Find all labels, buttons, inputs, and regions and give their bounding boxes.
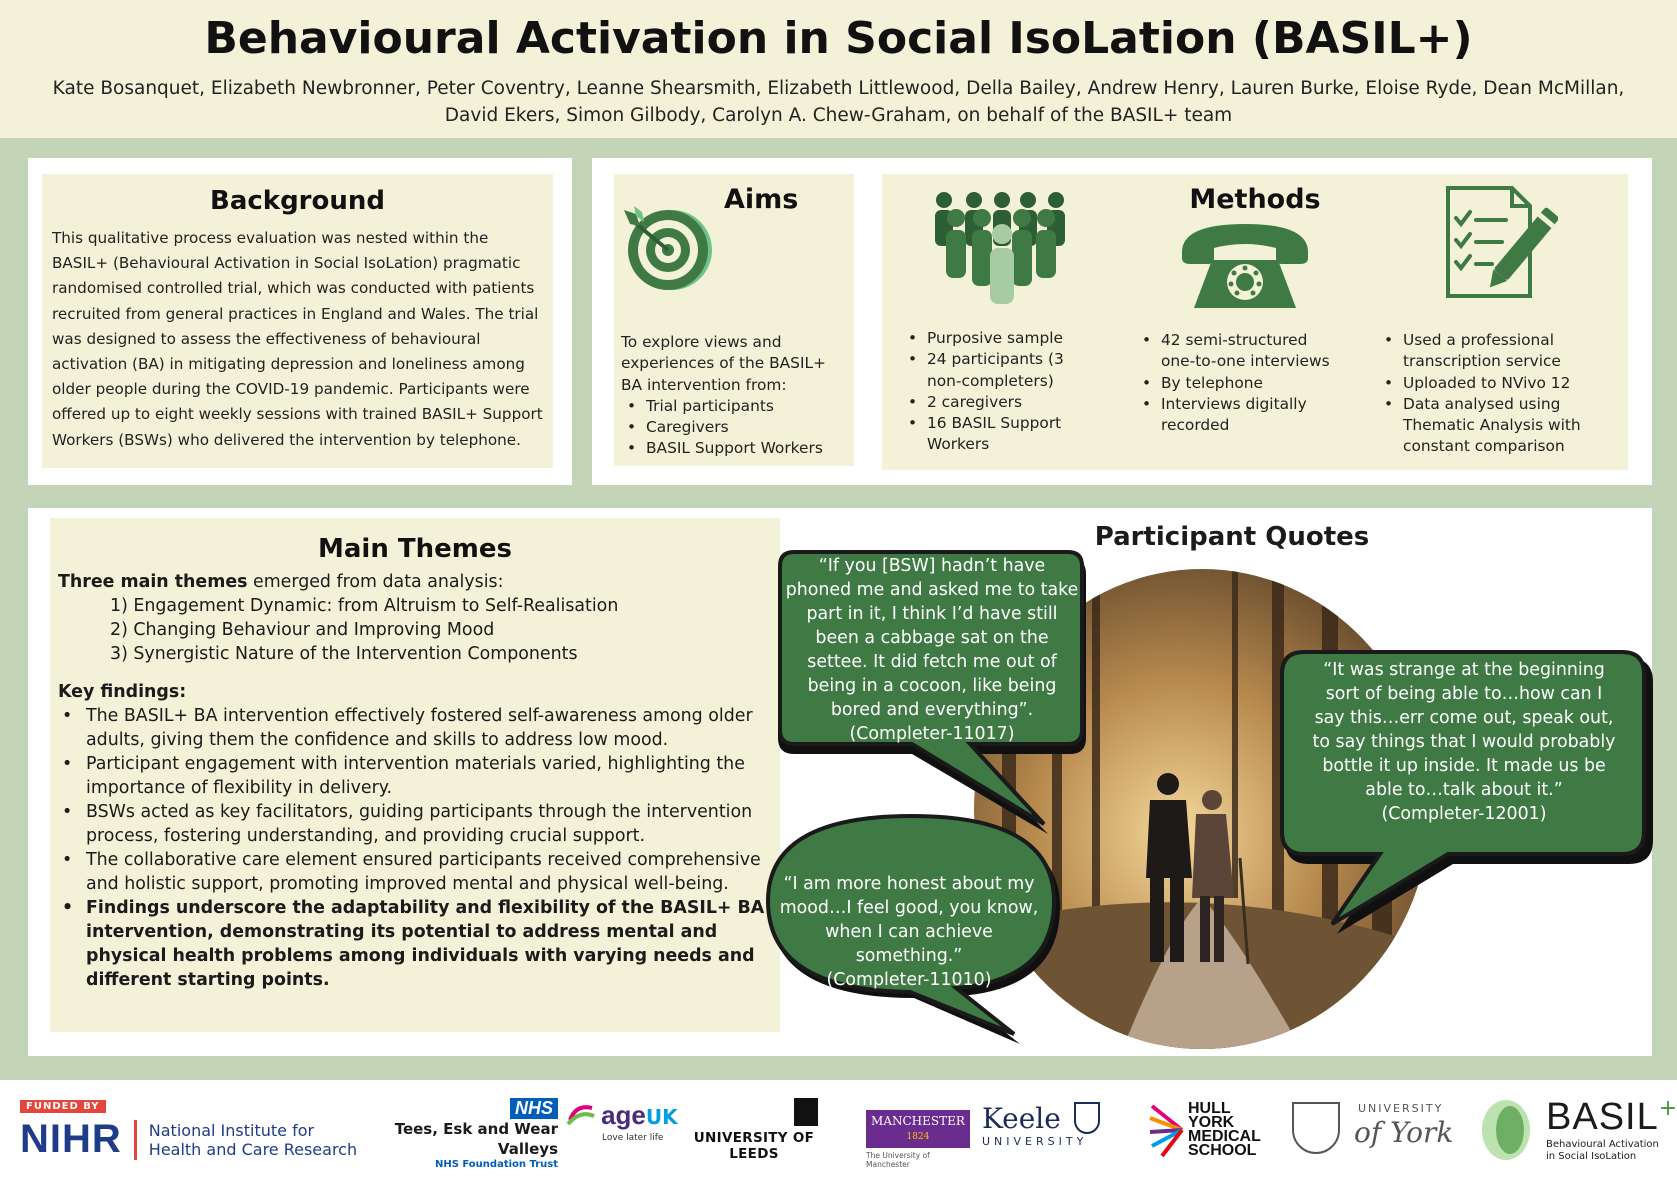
manchester-logo <box>866 1110 970 1169</box>
background-heading: Background <box>210 186 385 216</box>
basil-plus: + <box>1658 1096 1677 1121</box>
key-findings-list <box>50 704 780 992</box>
background-panel <box>28 158 572 485</box>
quote-bubble-2 <box>1312 658 1616 826</box>
methods-column-3 <box>1378 330 1614 458</box>
keele-wordmark: Keele <box>982 1102 1061 1135</box>
methods-heading: Methods <box>1189 184 1321 215</box>
quote-3-text: “I am more honest about my mood…I feel good, you know, when I can achieve something.” <box>779 874 1039 966</box>
background-text: This qualitative process evaluation was nested within the BASIL+ (Behavioural Activation in Social IsoLation) pragmatic randomised controlled trial, which was conducted with patients recruited from general practices in England and Wales. The trial was designed to assess the effectiveness of behavioural activation (BA) in mitigating depression and loneliness among older people during the COVID-19 pandemic. Participants were offered up to eight weekly sessions with trained BASIL+ Support Workers (BSWs) who delivered the intervention by telephone. <box>52 229 543 449</box>
finding-item: • Findings underscore the adaptability and flexibility of the BASIL+ BA intervention, demonstrating its potential to address mental and physical health problems among individuals with varying needs and different starting points. <box>56 896 776 992</box>
manchester-year: 1824 <box>906 1132 930 1142</box>
finding-item: • BSWs acted as key facilitators, guiding participants through the intervention process, fostering understanding, and providing crucial support. <box>56 800 776 848</box>
university-of-leeds-logo <box>676 1098 832 1162</box>
methods-item: • Interviews digitally recorded <box>1136 394 1346 437</box>
people-group-icon <box>932 190 1068 306</box>
quote-bubble-3 <box>776 872 1042 992</box>
methods-card <box>882 174 1628 470</box>
telephone-icon <box>1178 218 1312 314</box>
hyms-wordmark <box>1188 1102 1261 1158</box>
aims-item: • Trial participants <box>621 396 851 417</box>
methods-item: • 24 participants (3 non-completers) <box>902 349 1092 392</box>
keele-logo <box>982 1102 1102 1148</box>
quote-3-attribution: (Completer-11010) <box>826 970 992 990</box>
checklist-icon <box>1442 184 1558 300</box>
york-top: UNIVERSITY <box>1358 1102 1444 1115</box>
nihr-logo <box>20 1094 357 1162</box>
age-uk-wordmark: age <box>601 1100 646 1130</box>
methods-item: • Uploaded to NVivo 12 <box>1378 373 1614 394</box>
keele-subtitle: UNIVERSITY <box>982 1135 1088 1148</box>
aims-item: • Caregivers <box>621 417 851 438</box>
main-themes-card <box>50 518 780 1032</box>
university-of-york-logo <box>1292 1102 1452 1154</box>
york-crest-icon <box>1292 1102 1340 1154</box>
aims-item: • BASIL Support Workers <box>621 438 851 459</box>
age-uk-logo <box>566 1102 678 1143</box>
methods-column-2 <box>1136 330 1346 436</box>
finding-item: • The collaborative care element ensured participants received comprehensive and holistic support, promoting improved mental and physical well-being. <box>56 848 776 896</box>
tewv-subtitle: NHS Foundation Trust <box>434 1159 558 1170</box>
finding-item: • Participant engagement with intervention materials varied, highlighting the importance of flexibility in delivery. <box>56 752 776 800</box>
manchester-subtitle: The University of Manchester <box>866 1151 930 1169</box>
quote-bubble-1 <box>784 544 1080 746</box>
leeds-crest-icon <box>794 1098 818 1126</box>
key-findings-label: Key findings: <box>58 682 187 702</box>
methods-item: • By telephone <box>1136 373 1346 394</box>
methods-item: • Used a professional transcription service <box>1378 330 1614 373</box>
themes-list <box>50 594 780 666</box>
hyms-line: YORK <box>1188 1114 1235 1131</box>
themes-quotes-panel <box>28 508 1652 1056</box>
background-card <box>42 174 553 468</box>
finding-item: • The BASIL+ BA intervention effectively fostered self-awareness among older adults, giving them the confidence and skills to address low mood. <box>56 704 776 752</box>
manchester-badge <box>866 1110 970 1148</box>
methods-item: • Purposive sample <box>902 328 1092 349</box>
aims-heading: Aims <box>724 184 799 215</box>
leeds-name: UNIVERSITY OF LEEDS <box>693 1130 815 1162</box>
age-uk-tagline: Love later life <box>602 1133 664 1143</box>
hyms-line: MEDICAL <box>1188 1128 1261 1145</box>
quote-1-text: “If you [BSW] hadn’t have phoned me and asked me to take part in it, I think I’d have still been a cabbage sat on the settee. It did fetch me out of being in a cocoon, like being bored and everything”. <box>785 556 1079 720</box>
theme-item: 1) Engagement Dynamic: from Altruism to Self-Realisation <box>110 596 619 616</box>
keele-shield-icon <box>1074 1102 1100 1134</box>
methods-item: • Data analysed using Thematic Analysis with constant comparison <box>1378 394 1614 458</box>
methods-item: • 16 BASIL Support Workers <box>902 413 1092 456</box>
poster-title: Behavioural Activation in Social IsoLation (BASIL+) <box>204 13 1473 64</box>
tewv-name: Tees, Esk and Wear Valleys <box>394 1120 558 1158</box>
quote-2-text: “It was strange at the beginning sort of being able to…how can I say this…err come out, speak out, to say things that I would probably bottle it up inside. It made us be able to…talk about it.” <box>1312 660 1616 800</box>
quote-2-attribution: (Completer-12001) <box>1381 804 1547 824</box>
age-uk-swirl-icon <box>566 1102 596 1132</box>
york-wordmark: of York <box>1354 1116 1454 1149</box>
aims-methods-panel <box>592 158 1652 485</box>
basil-leaf-icon <box>1476 1096 1532 1162</box>
author-list <box>0 75 1677 129</box>
themes-intro-bold: Three main themes <box>58 572 248 592</box>
poster-header <box>0 0 1677 138</box>
methods-item: • 42 semi-structured one-to-one interviews <box>1136 330 1346 373</box>
themes-intro-rest: emerged from data analysis: <box>247 572 504 592</box>
methods-item: • 2 caregivers <box>902 392 1092 413</box>
nihr-wordmark: NIHR <box>20 1117 122 1161</box>
target-icon <box>620 198 720 298</box>
main-themes-heading: Main Themes <box>318 534 512 564</box>
themes-intro <box>50 564 780 594</box>
age-uk-uk: UK <box>645 1105 678 1129</box>
hyms-burst-icon <box>1148 1102 1186 1158</box>
funded-by-label: FUNDED BY <box>20 1100 106 1113</box>
quote-1-attribution: (Completer-11017) <box>849 724 1015 744</box>
nihr-name-line2: Health and Care Research <box>148 1139 358 1159</box>
authors-line-2: David Ekers, Simon Gilbody, Carolyn A. Chew-Graham, on behalf of the BASIL+ team <box>444 105 1233 126</box>
basil-wordmark-block <box>1546 1096 1677 1163</box>
hyms-line: SCHOOL <box>1188 1142 1257 1159</box>
basil-sub-line2: in Social IsoLation <box>1546 1151 1637 1162</box>
hull-york-medical-school-logo <box>1148 1102 1261 1158</box>
methods-column-1 <box>902 328 1092 456</box>
theme-item: 2) Changing Behaviour and Improving Mood <box>110 620 495 640</box>
participant-quotes-heading: Participant Quotes <box>1094 522 1370 552</box>
basil-sub-line1: Behavioural Activation <box>1546 1139 1659 1150</box>
basil-wordmark: BASIL <box>1546 1096 1659 1138</box>
basil-subtitle <box>1546 1139 1677 1163</box>
authors-line-1: Kate Bosanquet, Elizabeth Newbronner, Peter Coventry, Leanne Shearsmith, Elizabeth Littlewood, Della Bailey, Andrew Henry, Lauren Burke, Eloise Ryde, Dean McMillan, <box>52 78 1625 99</box>
aims-text <box>621 332 851 460</box>
nihr-fullname <box>149 1121 357 1159</box>
aims-card <box>614 174 854 466</box>
funder-logos-footer <box>0 1080 1677 1186</box>
nhs-badge: NHS <box>510 1098 558 1119</box>
aims-list <box>621 396 851 460</box>
hyms-line: HULL <box>1188 1100 1231 1117</box>
nihr-name-line1: National Institute for <box>148 1120 315 1140</box>
manchester-name: MANCHESTER <box>871 1114 965 1128</box>
theme-item: 3) Synergistic Nature of the Intervention Components <box>110 644 578 664</box>
tewv-nhs-logo <box>356 1098 558 1170</box>
aims-intro: To explore views and experiences of the BASIL+ BA intervention from: <box>621 333 826 394</box>
nihr-divider <box>134 1120 137 1160</box>
